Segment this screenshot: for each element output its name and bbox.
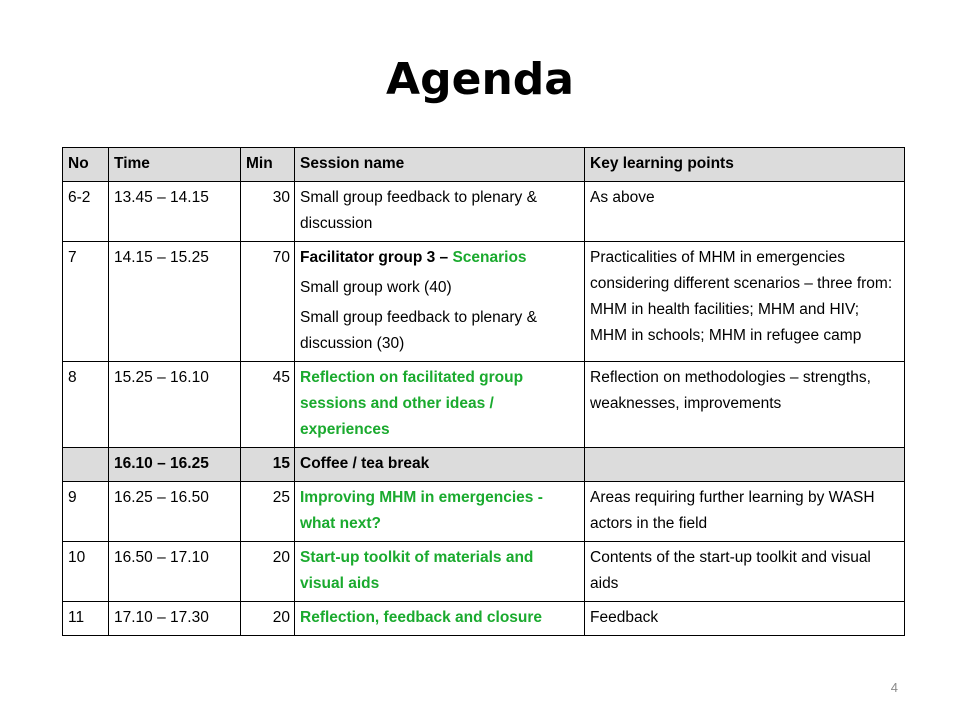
cell-min: 70: [241, 242, 295, 362]
header-time: Time: [109, 148, 241, 182]
cell-no: 6-2: [63, 182, 109, 242]
cell-no: 8: [63, 362, 109, 448]
cell-key-points: Areas requiring further learning by WASH actors in the field: [585, 482, 905, 542]
cell-min: 15: [241, 448, 295, 482]
cell-time: 16.10 – 16.25: [109, 448, 241, 482]
cell-session: [295, 242, 585, 362]
cell-min: 20: [241, 542, 295, 602]
cell-no: 9: [63, 482, 109, 542]
cell-session: Improving MHM in emergencies - what next?: [295, 482, 585, 542]
session-title-highlight: Scenarios: [452, 249, 527, 266]
cell-session: Reflection on facilitated group sessions and other ideas / experiences: [295, 362, 585, 448]
header-session-name: Session name: [295, 148, 585, 182]
slide-title: Agenda: [386, 54, 574, 105]
cell-session: Reflection, feedback and closure: [295, 602, 585, 636]
cell-min: 30: [241, 182, 295, 242]
cell-no: 10: [63, 542, 109, 602]
table-row: [63, 242, 905, 362]
session-subitem: Small group feedback to plenary & discussion (30): [300, 309, 537, 352]
session-subitem: Small group work (40): [300, 279, 452, 296]
cell-time: 16.50 – 17.10: [109, 542, 241, 602]
cell-time: 15.25 – 16.10: [109, 362, 241, 448]
cell-session: Coffee / tea break: [295, 448, 585, 482]
cell-no: [63, 448, 109, 482]
cell-key-points: Reflection on methodologies – strengths, weaknesses, improvements: [585, 362, 905, 448]
cell-key-points: [585, 448, 905, 482]
cell-min: 25: [241, 482, 295, 542]
table-row: [63, 362, 905, 448]
cell-min: 45: [241, 362, 295, 448]
cell-no: 7: [63, 242, 109, 362]
table-row: [63, 602, 905, 636]
table-header-row: [63, 148, 905, 182]
cell-key-points: As above: [585, 182, 905, 242]
session-title: Facilitator group 3 –: [300, 249, 453, 266]
cell-min: 20: [241, 602, 295, 636]
table-row-break: [63, 448, 905, 482]
agenda-table: [62, 147, 905, 636]
cell-time: 16.25 – 16.50: [109, 482, 241, 542]
cell-time: 13.45 – 14.15: [109, 182, 241, 242]
cell-no: 11: [63, 602, 109, 636]
cell-time: 14.15 – 15.25: [109, 242, 241, 362]
page-number: 4: [890, 680, 898, 695]
table-row: [63, 482, 905, 542]
table-row: [63, 542, 905, 602]
table-row: [63, 182, 905, 242]
cell-session: Start-up toolkit of materials and visual aids: [295, 542, 585, 602]
header-min: Min: [241, 148, 295, 182]
cell-key-points: Feedback: [585, 602, 905, 636]
cell-time: 17.10 – 17.30: [109, 602, 241, 636]
header-no: No: [63, 148, 109, 182]
cell-key-points: Practicalities of MHM in emergencies considering different scenarios – three from: MHM in health facilities; MHM and HIV; MHM in schools; MHM in refugee camp: [585, 242, 905, 362]
cell-key-points: Contents of the start-up toolkit and visual aids: [585, 542, 905, 602]
cell-session: Small group feedback to plenary & discussion: [295, 182, 585, 242]
header-key-learning-points: Key learning points: [585, 148, 905, 182]
